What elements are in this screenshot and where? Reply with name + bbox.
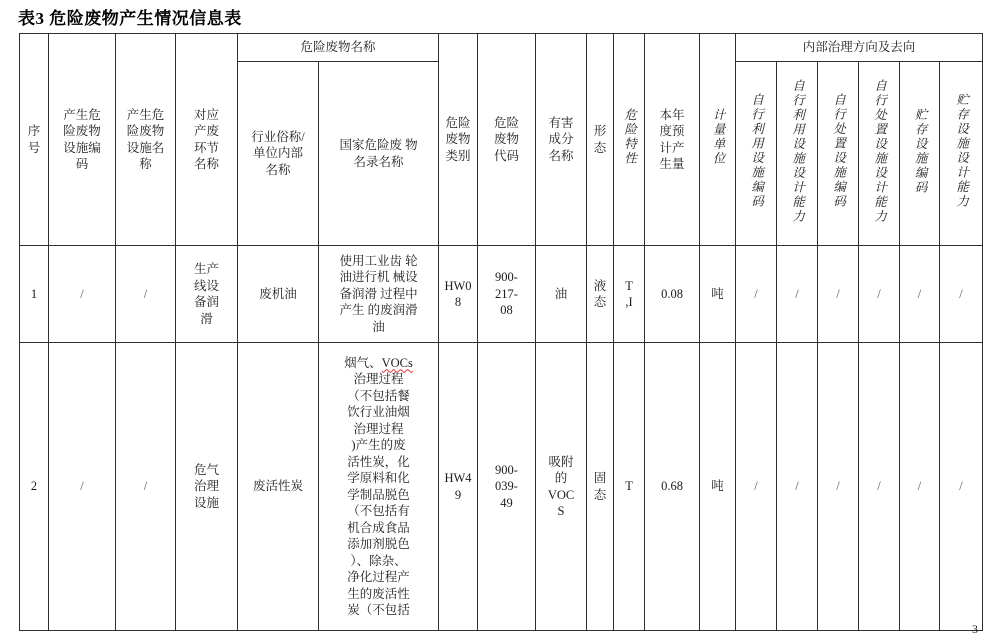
- table-title: 表3 危险废物产生情况信息表: [18, 9, 242, 28]
- cell-storage-capacity: /: [940, 246, 983, 343]
- cell-code: 900- 039- 49: [478, 343, 536, 631]
- catalog-highlight: VOCs: [381, 355, 413, 370]
- cell-unit: 吨: [700, 246, 736, 343]
- col-header-storage-code: [900, 62, 940, 246]
- col-header-seq: 序 号: [20, 34, 49, 246]
- cell-gen-facility-name: /: [116, 343, 176, 631]
- col-header-self-use-code: [736, 62, 777, 246]
- cell-unit: 吨: [700, 343, 736, 631]
- col-header-code: 危险 废物 代码: [478, 34, 536, 246]
- cell-category: HW0 8: [439, 246, 478, 343]
- cell-storage-code: /: [900, 246, 940, 343]
- cell-form: 液 态: [587, 246, 614, 343]
- col-header-harmful: 有害 成分 名称: [536, 34, 587, 246]
- cell-code: 900- 217- 08: [478, 246, 536, 343]
- cell-amount: 0.08: [645, 246, 700, 343]
- cell-catalog-name: [319, 246, 439, 343]
- cell-self-disposal-code: /: [818, 343, 859, 631]
- col-header-self-use-capacity: [777, 62, 818, 246]
- col-header-hazard-label: 危险特性: [622, 108, 637, 167]
- col-header-catalog-name: 国家危险废 物 名录名称: [319, 62, 439, 246]
- cell-harmful: 油: [536, 246, 587, 343]
- col-header-self-disposal-capacity-label: 自行处置设施设计能力: [872, 78, 887, 224]
- col-header-form: 形 态: [587, 34, 614, 246]
- group-header-waste-name: 危险废物名称: [238, 34, 439, 62]
- cell-hazard: T: [614, 343, 645, 631]
- cell-self-use-capacity: /: [777, 246, 818, 343]
- cell-seq: 2: [20, 343, 49, 631]
- col-header-self-use-code-label: 自行利用设施编码: [749, 93, 764, 210]
- col-header-common-name: 行业俗称/ 单位内部 名称: [238, 62, 319, 246]
- catalog-text: 使用工业齿 轮 油进行机 械设 备润滑 过程中 产生 的废润滑 油: [339, 253, 418, 334]
- cell-storage-capacity: /: [940, 343, 983, 631]
- group-header-internal-treatment: 内部治理方向及去向: [736, 34, 983, 62]
- col-header-gen-facility-code: 产生危 险废物 设施编 码: [49, 34, 116, 246]
- col-header-category: 危险 废物 类别: [439, 34, 478, 246]
- cell-self-use-code: /: [736, 343, 777, 631]
- col-header-self-disposal-code-label: 自行处置设施编码: [831, 93, 846, 210]
- cell-seq: 1: [20, 246, 49, 343]
- col-header-amount: 本年 度预 计产 生量: [645, 34, 700, 246]
- table-row: [20, 343, 983, 631]
- cell-self-disposal-code: /: [818, 246, 859, 343]
- col-header-self-use-capacity-label: 自行利用设施设计能力: [790, 78, 805, 224]
- cell-gen-facility-code: /: [49, 246, 116, 343]
- cell-storage-code: /: [900, 343, 940, 631]
- col-header-unit-label: 计量单位: [711, 108, 726, 167]
- cell-common-name: 废活性炭: [238, 343, 319, 631]
- cell-amount: 0.68: [645, 343, 700, 631]
- col-header-self-disposal-code: [818, 62, 859, 246]
- cell-self-disposal-capacity: /: [859, 246, 900, 343]
- cell-process: 生产 线设 备润 滑: [176, 246, 238, 343]
- cell-self-use-capacity: /: [777, 343, 818, 631]
- col-header-unit: [700, 34, 736, 246]
- cell-self-disposal-capacity: /: [859, 343, 900, 631]
- col-header-storage-capacity-label: 贮存设施设计能力: [954, 93, 969, 210]
- col-header-hazard: [614, 34, 645, 246]
- cell-form: 固 态: [587, 343, 614, 631]
- cell-common-name: 废机油: [238, 246, 319, 343]
- catalog-text: 烟气、: [344, 355, 382, 370]
- catalog-text-rest: 治理过程 （不包括餐 饮行业油烟 治理过程 )产生的废 活性炭，化 学原料和化 学制品脱色 （不包括有 机合成食品 添加剂脱色 ）、除杂、 净化过程产 生的废活性 炭（不包括: [347, 372, 410, 617]
- cell-catalog-name: [319, 343, 439, 631]
- cell-harmful: 吸附 的 VOC S: [536, 343, 587, 631]
- col-header-self-disposal-capacity: [859, 62, 900, 246]
- cell-hazard: T ,I: [614, 246, 645, 343]
- col-header-process: 对应 产废 环节 名称: [176, 34, 238, 246]
- col-header-storage-capacity: [940, 62, 983, 246]
- cell-gen-facility-code: /: [49, 343, 116, 631]
- table-row: [20, 246, 983, 343]
- cell-gen-facility-name: /: [116, 246, 176, 343]
- cell-self-use-code: /: [736, 246, 777, 343]
- col-header-storage-code-label: 贮存设施编码: [913, 107, 928, 195]
- cell-category: HW4 9: [439, 343, 478, 631]
- cell-process: 危气 治理 设施: [176, 343, 238, 631]
- hazardous-waste-info-table: [19, 33, 983, 631]
- page-number: 3: [972, 622, 978, 636]
- col-header-gen-facility-name: 产生危 险废物 设施名 称: [116, 34, 176, 246]
